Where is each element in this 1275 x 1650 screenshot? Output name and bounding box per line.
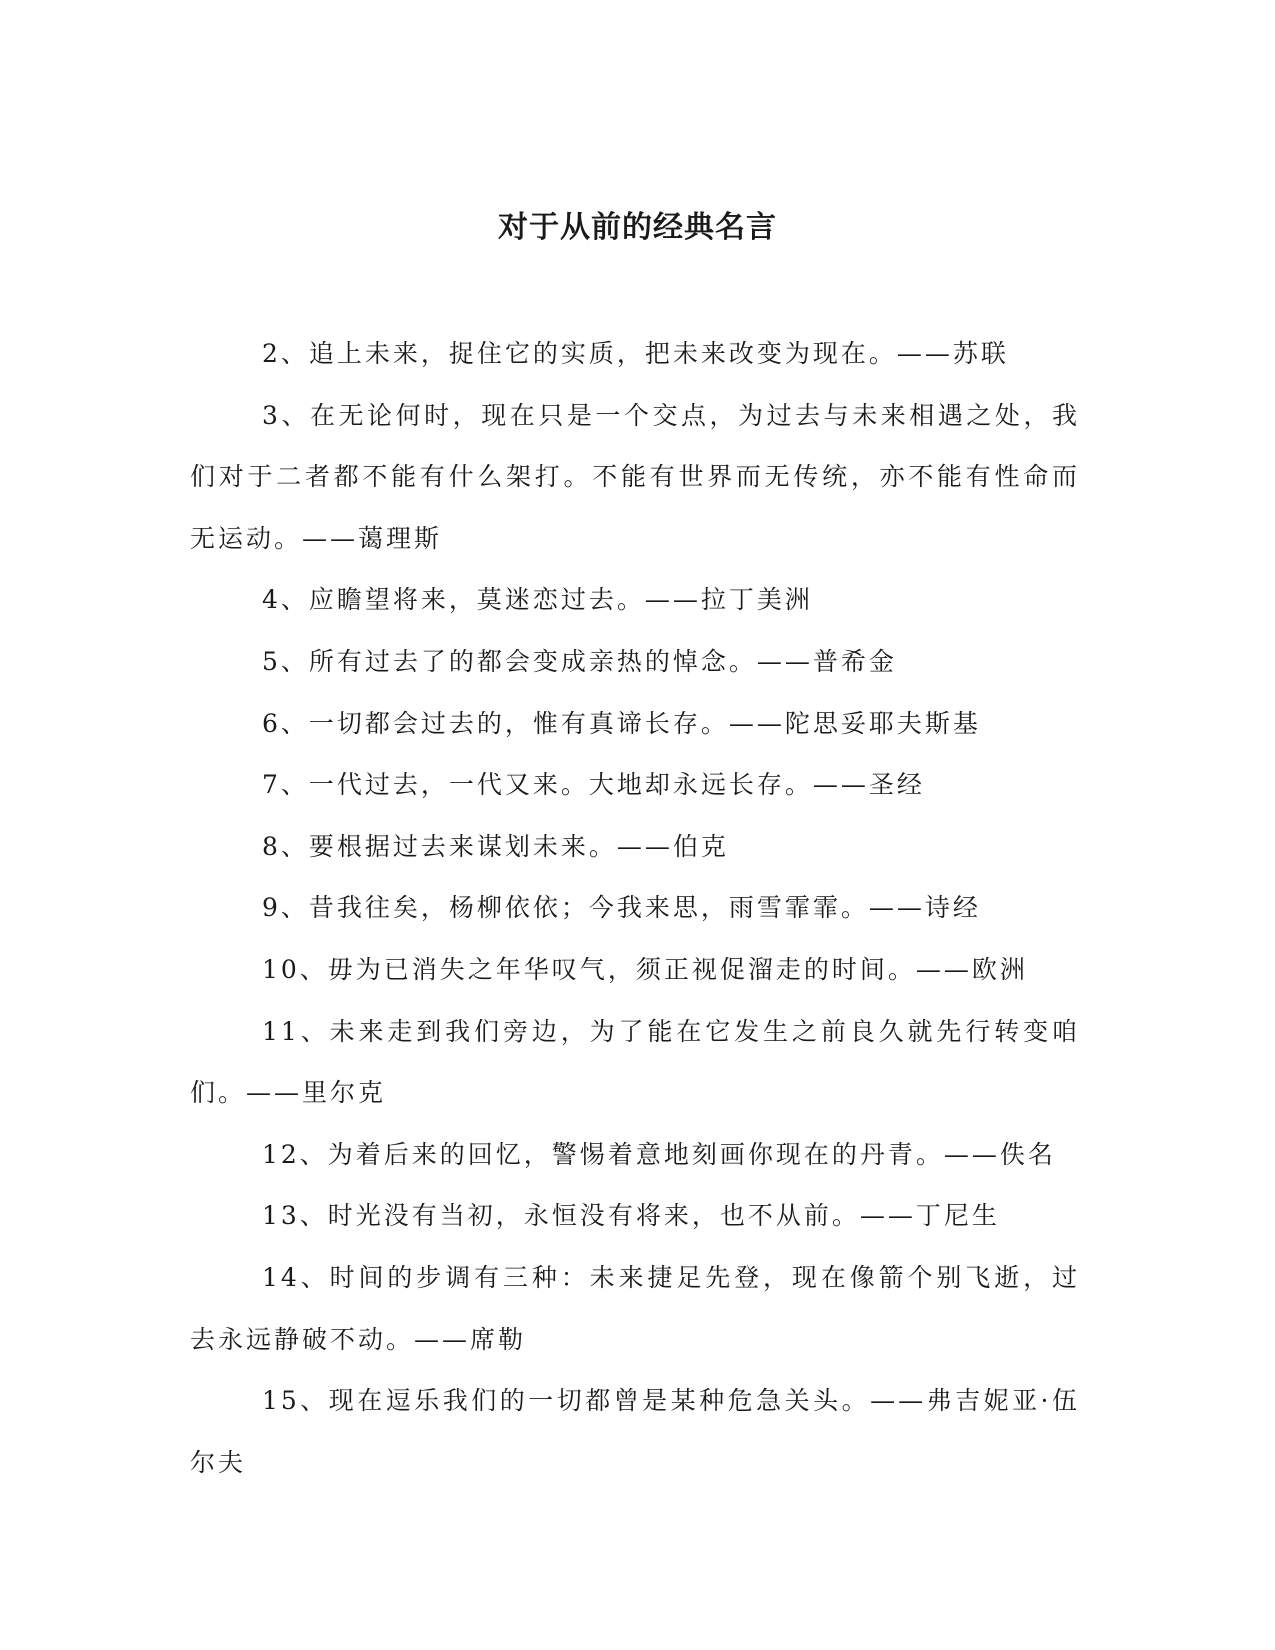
quote-8: 8、要根据过去来谋划未来。——伯克 (262, 831, 729, 861)
document-title: 对于从前的经典名言 (498, 210, 777, 245)
quote-7: 7、一代过去，一代又来。大地却永远长存。——圣经 (262, 770, 925, 800)
quote-11: 11、未来走到我们旁边，为了能在它发生之前良久就先行转变咱们。——里尔克 (190, 1016, 1080, 1108)
quote-list (190, 323, 1080, 1493)
quote-6: 6、一切都会过去的，惟有真谛长存。——陀思妥耶夫斯基 (262, 708, 981, 738)
quote-4: 4、应瞻望将来，莫迷恋过去。——拉丁美洲 (262, 585, 813, 615)
quote-13: 13、时光没有当初，永恒没有将来，也不从前。——丁尼生 (262, 1201, 1000, 1231)
quote-15: 15、现在逗乐我们的一切都曾是某种危急关头。——弗吉妮亚·伍尔夫 (190, 1386, 1080, 1477)
quote-9: 9、昔我往矣，杨柳依依；今我来思，雨雪霏霏。——诗经 (262, 893, 981, 923)
quote-3: 3、在无论何时，现在只是一个交点，为过去与未来相遇之处，我们对于二者都不能有什么架打。不能有世界而无传统，亦不能有性命而无运动。——蔼理斯 (190, 400, 1080, 553)
quote-12: 12、为着后来的回忆，警惕着意地刻画你现在的丹青。——佚名 (262, 1139, 1056, 1169)
quote-10: 10、毋为已消失之年华叹气，须正视促溜走的时间。——欧洲 (262, 954, 1028, 984)
quote-2: 2、追上未来，捉住它的实质，把未来改变为现在。——苏联 (262, 339, 1009, 368)
quote-5: 5、所有过去了的都会变成亲热的悼念。——普希金 (262, 646, 897, 676)
quote-14: 14、时间的步调有三种：未来捷足先登，现在像箭个别飞逝，过去永远静破不动。——席勒 (190, 1262, 1080, 1354)
